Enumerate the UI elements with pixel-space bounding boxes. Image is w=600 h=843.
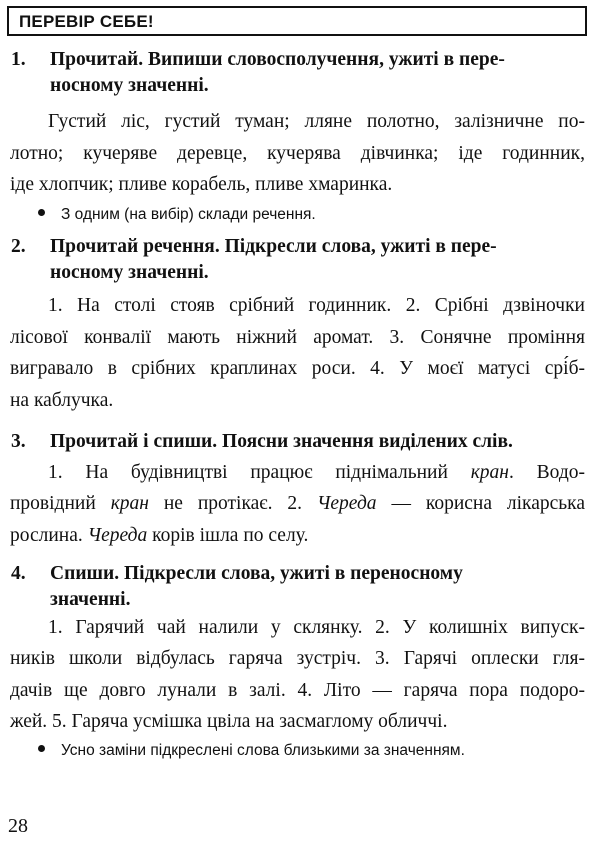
bullet-text: Усно заміни підкреслені слова близькими за значенням.	[61, 742, 465, 759]
highlighted-word: кран	[470, 462, 509, 483]
bullet-item	[38, 741, 465, 761]
text-line: жей. 5. Гаряча усмішка цвіла на засмаглому обличчі.	[10, 711, 448, 732]
instruction-line: Прочитай. Випиши словосполучення, ужиті в пере-	[50, 49, 505, 70]
bullet-text: З одним (на вибір) склади речення.	[61, 206, 316, 223]
instruction-line: значенні.	[50, 589, 131, 610]
task-number: 3.	[11, 431, 26, 452]
bullet-icon	[38, 745, 45, 752]
instruction-line: Прочитай речення. Підкресли слова, ужиті в пере-	[50, 236, 497, 257]
instruction-line: носному значенні.	[50, 75, 209, 96]
section-title: ПЕРЕВІР СЕБЕ!	[19, 12, 154, 31]
instruction-line: Прочитай і спиши. Поясни значення виділених слів.	[50, 431, 513, 452]
text-line: 1. На столі стояв срібний годинник. 2. Срібні дзвіночки	[48, 295, 585, 316]
text-line: Густий ліс, густий туман; лляне полотно, залізничне по-	[48, 111, 585, 132]
task-number: 4.	[11, 563, 26, 584]
text-line: 1. На будівництві працює піднімальний кран. Водо-	[48, 462, 585, 483]
task-number: 2.	[11, 236, 26, 257]
text-line: на каблучка.	[10, 390, 114, 411]
text-line: лісової конвалії мають ніжний аромат. 3. Сонячне проміння	[10, 327, 585, 348]
task-2-instruction	[11, 235, 588, 283]
bullet-icon	[38, 209, 45, 216]
highlighted-word: Череда	[316, 493, 377, 514]
text-line: 1. Гарячий чай налили у склянку. 2. У колишніх випуск-	[48, 617, 585, 638]
text-line: рослина. Череда корів ішла по селу.	[10, 525, 309, 546]
text-line: дачів ще довго лунали в залі. 4. Літо — гаряча пора подоро-	[10, 680, 585, 701]
task-4-instruction	[11, 562, 588, 610]
task-number: 1.	[11, 49, 26, 70]
page-number: 28	[8, 815, 28, 837]
highlighted-word: кран	[110, 493, 149, 514]
task-3-instruction	[11, 430, 588, 454]
bullet-item	[38, 205, 316, 225]
text-line: провідний кран не протікає. 2. Череда — корисна лікарська	[10, 493, 585, 514]
section-header	[7, 6, 587, 36]
text-line: іде хлопчик; пливе корабель, пливе хмаринка.	[10, 174, 393, 195]
text-line: лотно; кучеряве деревце, кучерява дівчинка; іде годинник,	[10, 143, 585, 164]
instruction-line: Спиши. Підкресли слова, ужиті в переносному	[50, 563, 463, 584]
task-1-instruction	[11, 48, 588, 96]
text-line: вигравало в срібних краплинах роси. 4. У моєї матусі срі́б-	[10, 358, 585, 379]
instruction-line: носному значенні.	[50, 262, 209, 283]
highlighted-word: Череда	[87, 525, 148, 546]
text-line: ників школи відбулась гаряча зустріч. 3. Гарячі оплески гля-	[10, 648, 585, 669]
